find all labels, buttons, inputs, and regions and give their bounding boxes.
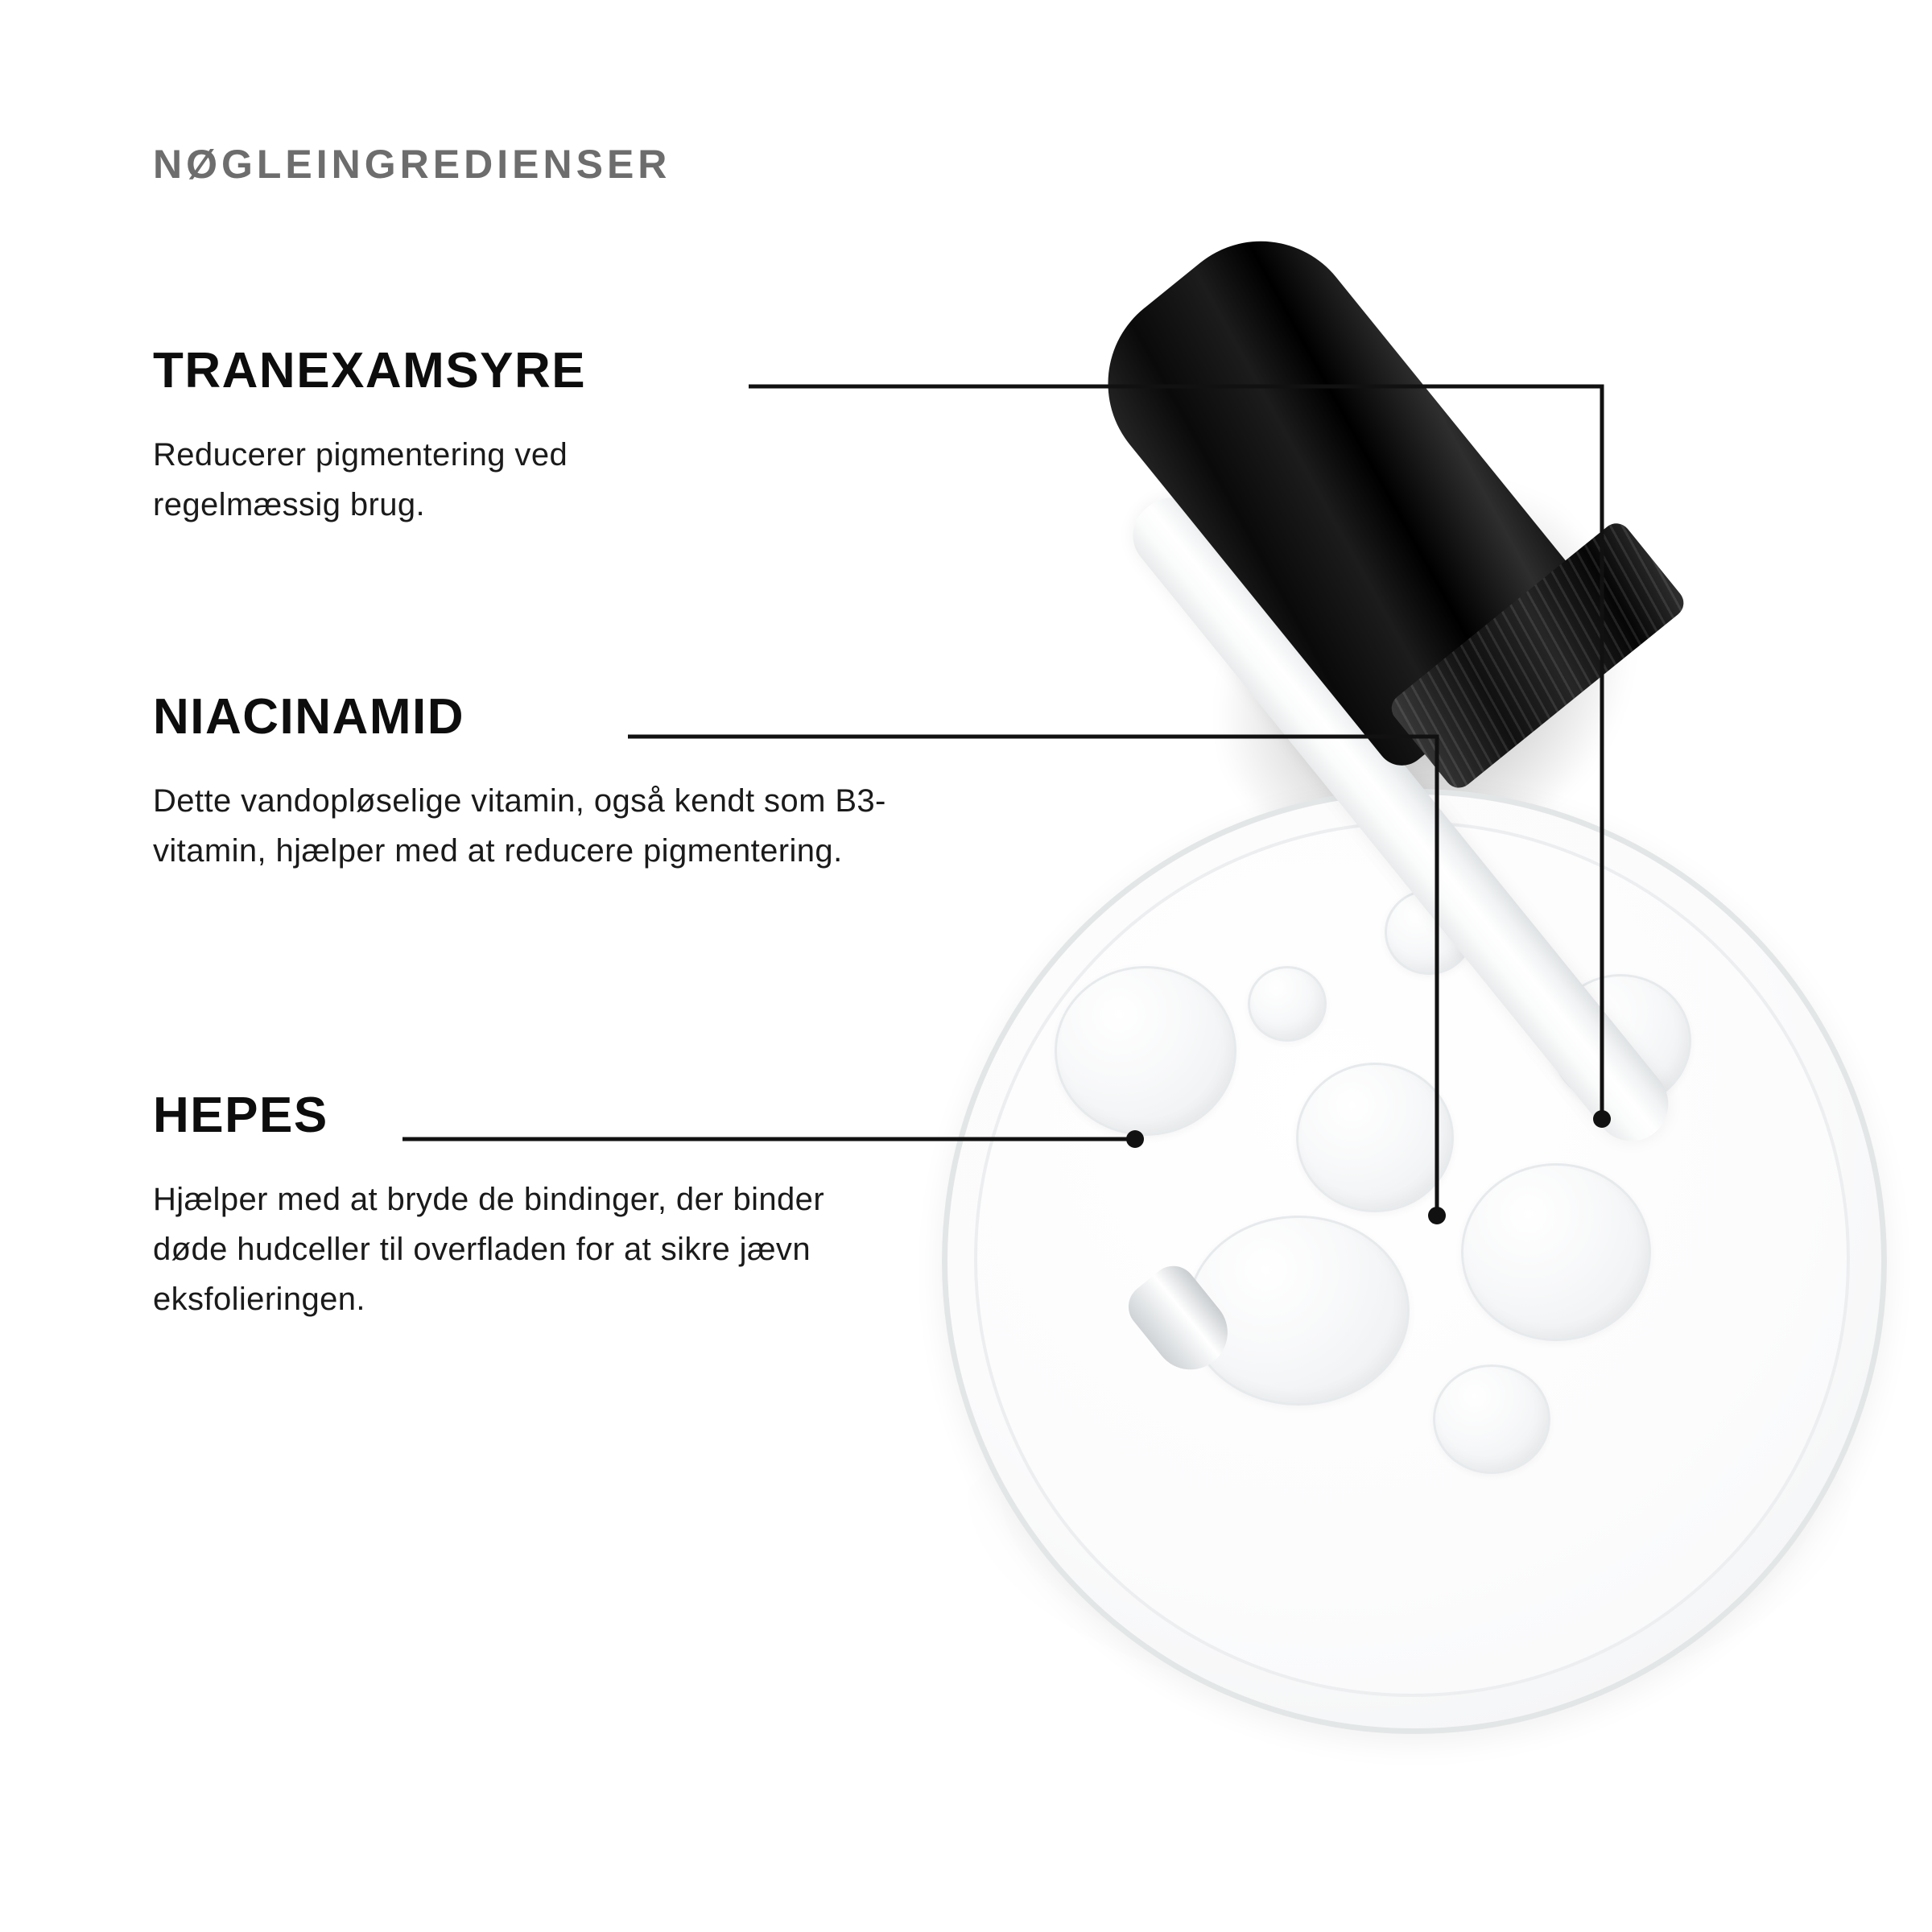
ingredient-title: HEPES xyxy=(153,1088,328,1143)
product-photo xyxy=(869,161,1932,1932)
ingredient-title: TRANEXAMSYRE xyxy=(153,343,587,398)
serum-droplet xyxy=(1055,966,1236,1136)
ingredient-block-niacinamid xyxy=(153,689,950,876)
serum-droplet xyxy=(1433,1364,1550,1474)
ingredient-description: Reducerer pigmentering ved regelmæssig brug. xyxy=(153,437,568,522)
ingredient-description: Hjælper med at bryde de bindinger, der binder døde hudceller til overfladen for at sikre jævn eksfolieringen. xyxy=(153,1182,825,1317)
ingredient-description: Dette vandopløselige vitamin, også kendt som B3-vitamin, hjælper med at reducere pigmentering. xyxy=(153,783,886,869)
serum-droplet xyxy=(1461,1163,1651,1341)
ingredient-block-hepes xyxy=(153,1088,845,1324)
ingredient-block-tranexamsyre xyxy=(153,343,652,530)
section-eyebrow: NØGLEINGREDIENSER xyxy=(153,142,671,187)
ingredient-title: NIACINAMID xyxy=(153,689,464,745)
serum-droplet xyxy=(1248,966,1327,1042)
serum-droplet xyxy=(1296,1063,1454,1212)
